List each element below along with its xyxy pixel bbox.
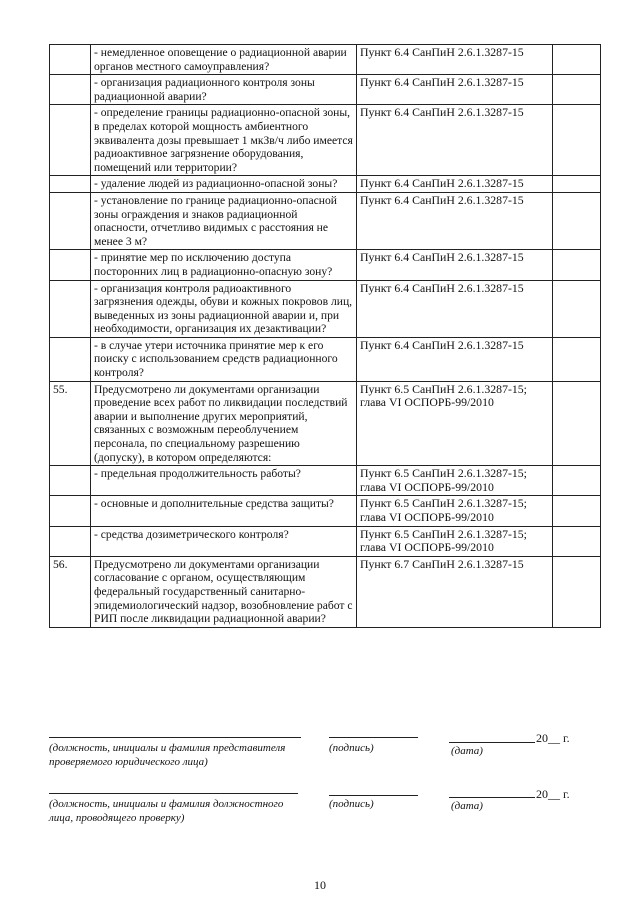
official-name-line — [49, 793, 298, 794]
cell-ref: Пункт 6.4 СанПиН 2.6.1.3287-15 — [357, 75, 553, 105]
checklist-question-row — [50, 381, 601, 466]
checklist-table — [49, 44, 601, 628]
cell-ref: Пункт 6.5 СанПиН 2.6.1.3287-15; глава VI ОСПОРБ-99/2010 — [357, 466, 553, 496]
cell-ref: Пункт 6.4 СанПиН 2.6.1.3287-15 — [357, 337, 553, 381]
official-signature-line — [329, 795, 418, 796]
cell-ref: Пункт 6.5 СанПиН 2.6.1.3287-15; глава VI ОСПОРБ-99/2010 — [357, 526, 553, 556]
cell-result[interactable] — [553, 496, 601, 526]
cell-result[interactable] — [553, 192, 601, 249]
cell-question: Предусмотрено ли документами организации проведение всех работ по ликвидации последствий аварии и выполнение других мероприятий, связанных с возможным переоблучением персонала, по специальному разрешению (допуску), в котором определяются: — [91, 381, 357, 466]
cell-question: - основные и дополнительные средства защиты? — [91, 496, 357, 526]
cell-num — [50, 45, 91, 75]
rep-date-caption: (дата) — [451, 745, 483, 757]
cell-ref: Пункт 6.4 СанПиН 2.6.1.3287-15 — [357, 45, 553, 75]
official-date-line — [449, 797, 535, 798]
cell-result[interactable] — [553, 280, 601, 337]
rep-year: 20__ г. — [536, 731, 570, 745]
checklist-subitem-row — [50, 280, 601, 337]
checklist-subitem-row — [50, 176, 601, 193]
cell-ref: Пункт 6.4 СанПиН 2.6.1.3287-15 — [357, 192, 553, 249]
cell-num: 56. — [50, 556, 91, 627]
cell-ref: Пункт 6.7 СанПиН 2.6.1.3287-15 — [357, 556, 553, 627]
cell-ref: Пункт 6.5 СанПиН 2.6.1.3287-15; глава VI ОСПОРБ-99/2010 — [357, 381, 553, 466]
cell-ref: Пункт 6.4 СанПиН 2.6.1.3287-15 — [357, 280, 553, 337]
cell-question: - установление по границе радиационно-опасной зоны ограждения и знаков радиационной опасности, отчетливо видимых с расстояния не менее 3 м? — [91, 192, 357, 249]
cell-question: - немедленное оповещение о радиационной аварии органов местного самоуправления? — [91, 45, 357, 75]
cell-question: - организация радиационного контроля зоны радиационной аварии? — [91, 75, 357, 105]
checklist-subitem-row — [50, 337, 601, 381]
cell-num: 55. — [50, 381, 91, 466]
checklist-subitem-row — [50, 45, 601, 75]
rep-signature-caption: (подпись) — [329, 742, 374, 754]
cell-ref: Пункт 6.4 СанПиН 2.6.1.3287-15 — [357, 250, 553, 280]
cell-num — [50, 105, 91, 176]
cell-result[interactable] — [553, 250, 601, 280]
cell-result[interactable] — [553, 105, 601, 176]
cell-ref: Пункт 6.4 СанПиН 2.6.1.3287-15 — [357, 176, 553, 193]
official-year: 20__ г. — [536, 787, 570, 801]
cell-question: - в случае утери источника принятие мер к его поиску с использованием средств радиационного контроля? — [91, 337, 357, 381]
checklist-subitem-row — [50, 192, 601, 249]
cell-result[interactable] — [553, 45, 601, 75]
checklist-body — [50, 45, 601, 628]
official-signature-caption: (подпись) — [329, 798, 374, 810]
cell-num — [50, 75, 91, 105]
checklist-subitem-row — [50, 466, 601, 496]
page-number: 10 — [314, 878, 326, 892]
cell-result[interactable] — [553, 381, 601, 466]
official-date-caption: (дата) — [451, 800, 483, 812]
cell-num — [50, 250, 91, 280]
rep-date-line — [449, 742, 535, 743]
cell-question: - организация контроля радиоактивного загрязнения одежды, обуви и кожных покровов лиц, выведенных из зоны радиационной аварии и, при необходимости, организация их дезактивации? — [91, 280, 357, 337]
checklist-subitem-row — [50, 250, 601, 280]
cell-question: - средства дозиметрического контроля? — [91, 526, 357, 556]
checklist-subitem-row — [50, 496, 601, 526]
cell-num — [50, 176, 91, 193]
checklist-question-row — [50, 556, 601, 627]
official-caption: (должность, инициалы и фамилия должностного лица, проводящего проверку) — [49, 798, 284, 824]
cell-num — [50, 526, 91, 556]
cell-result[interactable] — [553, 526, 601, 556]
checklist-subitem-row — [50, 526, 601, 556]
cell-result[interactable] — [553, 176, 601, 193]
cell-question: - принятие мер по исключению доступа посторонних лиц в радиационно-опасную зону? — [91, 250, 357, 280]
cell-num — [50, 496, 91, 526]
cell-question: - удаление людей из радиационно-опасной зоны? — [91, 176, 357, 193]
rep-signature-line — [329, 737, 418, 738]
cell-num — [50, 337, 91, 381]
cell-ref: Пункт 6.4 СанПиН 2.6.1.3287-15 — [357, 105, 553, 176]
cell-question: - предельная продолжительность работы? — [91, 466, 357, 496]
cell-result[interactable] — [553, 75, 601, 105]
cell-ref: Пункт 6.5 СанПиН 2.6.1.3287-15; глава VI ОСПОРБ-99/2010 — [357, 496, 553, 526]
cell-num — [50, 466, 91, 496]
checklist-subitem-row — [50, 75, 601, 105]
cell-result[interactable] — [553, 466, 601, 496]
cell-num — [50, 192, 91, 249]
cell-question: - определение границы радиационно-опасной зоны, в пределах которой мощность амбиентного эквивалента дозы превышает 1 мкЗв/ч либо имеется радиоактивное загрязнение оборудования, помещений или территории? — [91, 105, 357, 176]
cell-result[interactable] — [553, 337, 601, 381]
cell-result[interactable] — [553, 556, 601, 627]
cell-question: Предусмотрено ли документами организации согласование с органом, осуществляющим федеральный государственный санитарно-эпидемиологический надзор, возобновление работ с РИП после ликвидации радиационной аварии? — [91, 556, 357, 627]
rep-name-line — [49, 737, 301, 738]
cell-num — [50, 280, 91, 337]
rep-caption: (должность, инициалы и фамилия представителя проверяемого юридического лица) — [49, 742, 286, 768]
checklist-subitem-row — [50, 105, 601, 176]
